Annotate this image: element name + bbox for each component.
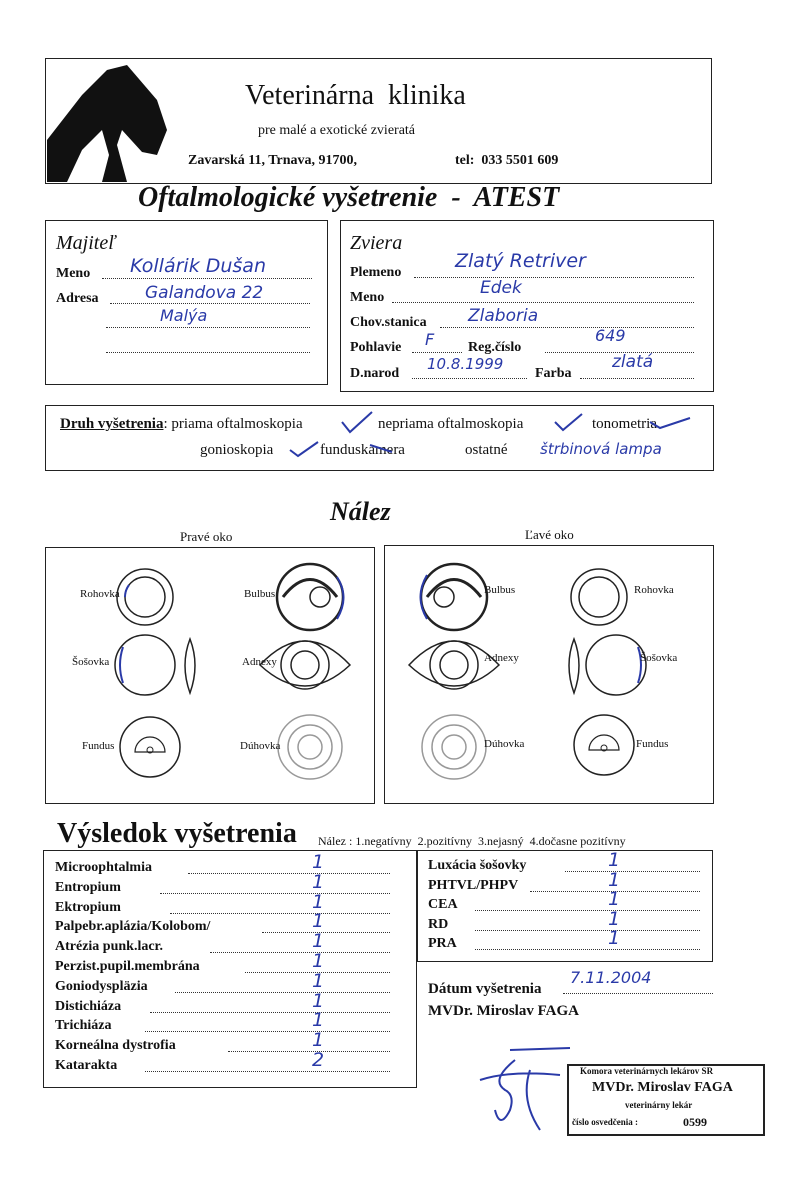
result-label: PHTVL/PHPV [428,877,519,893]
left-sosovka-label: Šošovka [640,652,678,664]
result-value: 1 [608,849,621,871]
result-label: Microophtalmia [55,860,152,875]
exam-opt-direct: : priama oftalmoskopia [163,416,303,432]
result-line [188,873,390,874]
signature [470,1040,580,1140]
owner-address-line2 [106,327,310,328]
exam-opt-gonioscopy: gonioskopia [200,442,274,458]
result-label: Ektropium [55,899,121,915]
result-line [145,1031,390,1032]
result-value: 1 [608,888,621,910]
result-value: 1 [312,910,325,933]
result-value: 1 [312,950,325,972]
clinic-subtitle: pre malé a exotické zvieratá [258,123,416,138]
result-line [145,1071,390,1072]
reg-label: Reg.číslo [468,340,522,355]
exam-other-value: štrbinová lampa [540,440,662,458]
result-value: 1 [608,927,621,949]
owner-name-line [102,278,312,279]
exam-date-value: 7.11.2004 [570,968,652,987]
result-line [262,932,390,933]
right-fundus-label: Fundus [82,740,115,752]
breed-value: Zlatý Retriver [455,250,586,272]
result-label: Distichiáza [55,998,122,1014]
page-title: Oftalmologické vyšetrenie - ATEST [138,182,560,213]
result-value: 1 [312,989,325,1012]
breed-line [414,277,694,278]
reg-value: 649 [595,326,626,345]
animal-name-value: Edek [480,278,522,298]
result-value: 1 [312,969,325,992]
owner-name-value: Kollárik Dušan [130,255,266,277]
findings-heading: Nález [330,497,391,526]
exam-opt-other: ostatné [465,442,508,458]
result-value: 1 [312,870,325,893]
result-value: 1 [312,930,325,953]
result-label: Atrézia punk.lacr. [55,939,163,955]
stamp-number: 0599 [683,1115,707,1129]
stamp-line4: číslo osvedčenia : [572,1117,638,1127]
result-value: 2 [312,1049,325,1071]
result-value: 1 [312,1029,325,1052]
right-sosovka-label: Šošovka [72,656,110,668]
right-eye-label: Pravé oko [180,529,233,544]
right-adnexy-label: Adnexy [242,656,277,668]
clinic-name: Veterinárna klinika [245,80,466,111]
result-label: Goniodyspläzia [55,978,148,994]
dob-value: 10.8.1999 [427,355,504,373]
result-label: PRA [428,936,457,951]
results-legend: Nález : 1.negatívny 2.pozitívny 3.nejasný 4.dočasne pozitívny [318,834,626,848]
exam-date-label: Dátum vyšetrenia [428,981,542,997]
color-label: Farba [535,366,572,381]
owner-address-line3 [106,352,310,353]
result-line [170,913,390,914]
left-bulbus-label: Bulbus [484,584,516,596]
result-label: RD [428,916,449,932]
result-value: 1 [608,868,621,891]
result-label: Palpebr.aplázia/Kolobom/ [55,919,211,935]
dog-logo [47,60,167,182]
clinic-address: Zavarská 11, Trnava, 91700, [188,153,358,168]
sex-label: Pohlavie [350,340,402,355]
result-line [565,871,700,872]
color-value: zlatá [612,352,654,372]
sex-value: F [425,330,435,349]
doctor-name: MVDr. Miroslav FAGA [428,1003,579,1019]
result-line [475,930,700,931]
result-label: Luxácia šošovky [428,858,527,873]
exam-check-marks [0,400,800,480]
result-label: Entropium [55,879,121,895]
animal-name-label: Meno [350,290,385,305]
result-label: Perzist.pupil.membrána [55,959,200,974]
owner-address-value2: Malýa [160,306,208,325]
result-line [210,952,390,953]
result-value: 1 [608,907,621,930]
result-value: 1 [312,851,325,873]
result-label: CEA [428,897,458,912]
clinic-phone: tel: 033 5501 609 [455,153,559,168]
left-rohovka-label: Rohovka [634,584,674,596]
dob-line [412,378,527,379]
color-line [580,378,694,379]
left-duhovka-label: Dúhovka [484,738,525,750]
owner-address-line1 [110,303,310,304]
stamp-line3: veterinárny lekár [625,1100,693,1110]
result-line [475,949,700,950]
breed-label: Plemeno [350,265,402,280]
dob-label: D.narod [350,366,400,381]
right-rohovka-label: Rohovka [80,588,120,600]
result-label: Korneálna dystrofia [55,1038,176,1054]
left-fundus-label: Fundus [636,738,669,750]
right-bulbus-label: Bulbus [244,588,276,600]
results-heading: Výsledok vyšetrenia [57,818,297,849]
exam-type-label: Druh vyšetrenia [60,416,164,432]
stamp-line2: MVDr. Miroslav FAGA [592,1080,733,1095]
result-line [228,1051,390,1052]
exam-opt-indirect: nepriama oftalmoskopia [378,416,524,432]
result-value: 1 [312,890,325,913]
exam-opt-funduscamera: funduskamera [320,442,405,458]
stamp-line1: Komora veterinárnych lekárov SR [580,1066,714,1076]
result-line [175,992,390,993]
kennel-value: Zlaboria [468,306,539,326]
result-line [475,910,700,911]
kennel-line [440,327,694,328]
animal-heading: Zviera [350,232,403,254]
owner-address-label: Adresa [56,291,99,306]
owner-name-label: Meno [56,266,91,281]
result-label: Trichiáza [55,1018,112,1034]
animal-name-line [392,302,694,303]
exam-date-line [563,993,713,994]
result-value: 1 [312,1009,325,1032]
kennel-label: Chov.stanica [350,315,427,330]
result-label: Katarakta [55,1058,118,1073]
right-eye-diagrams [45,547,375,804]
result-line [160,893,390,894]
owner-address-value1: Galandova 22 [145,283,264,303]
owner-heading: Majiteľ [56,232,116,254]
sex-line [412,352,462,353]
left-eye-label: Ľavé oko [525,527,574,542]
left-adnexy-label: Adnexy [484,652,519,664]
result-line [150,1012,390,1013]
exam-opt-tonometry: tonometria [592,416,657,432]
right-duhovka-label: Dúhovka [240,740,281,752]
